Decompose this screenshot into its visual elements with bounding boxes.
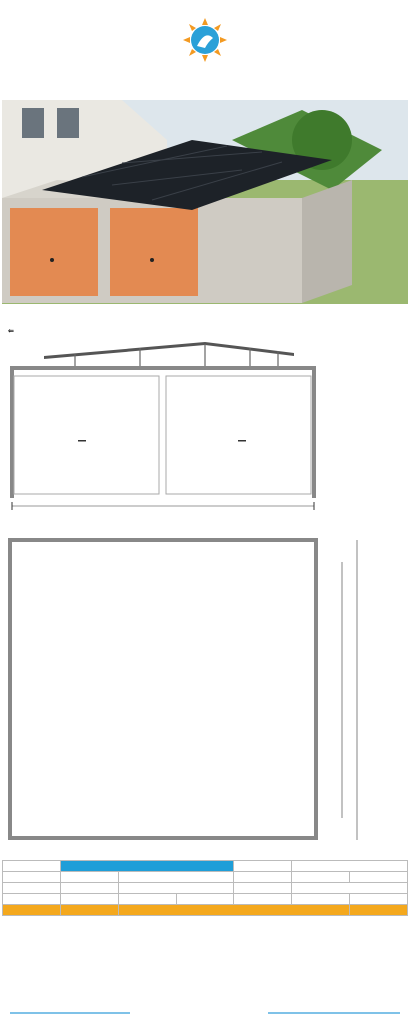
total-row [3, 905, 408, 916]
garage-door-left [10, 208, 98, 296]
front-view-diagram [0, 336, 410, 536]
east-count [60, 872, 118, 883]
east-power-label [118, 872, 234, 883]
yield-table [2, 860, 408, 916]
east-power [234, 872, 292, 883]
west-count [60, 883, 118, 894]
east-count-label [3, 872, 61, 883]
price-label [292, 872, 350, 883]
roof-plan-diagram [0, 534, 410, 852]
tilt-label: ⇐ [8, 328, 14, 335]
logo-icon [178, 16, 232, 70]
west-count-label [3, 883, 61, 894]
price-value [350, 872, 408, 883]
location [60, 861, 234, 872]
table-header [3, 894, 408, 905]
yield-title [3, 861, 61, 872]
garage-door-right [110, 208, 198, 296]
garage-photo [2, 100, 408, 304]
logo [0, 0, 410, 100]
page-title [0, 84, 410, 95]
module-label [234, 861, 292, 872]
west-power-label [118, 883, 234, 894]
west-power [234, 883, 292, 894]
footer [0, 1004, 410, 1020]
module-brand [292, 861, 408, 872]
